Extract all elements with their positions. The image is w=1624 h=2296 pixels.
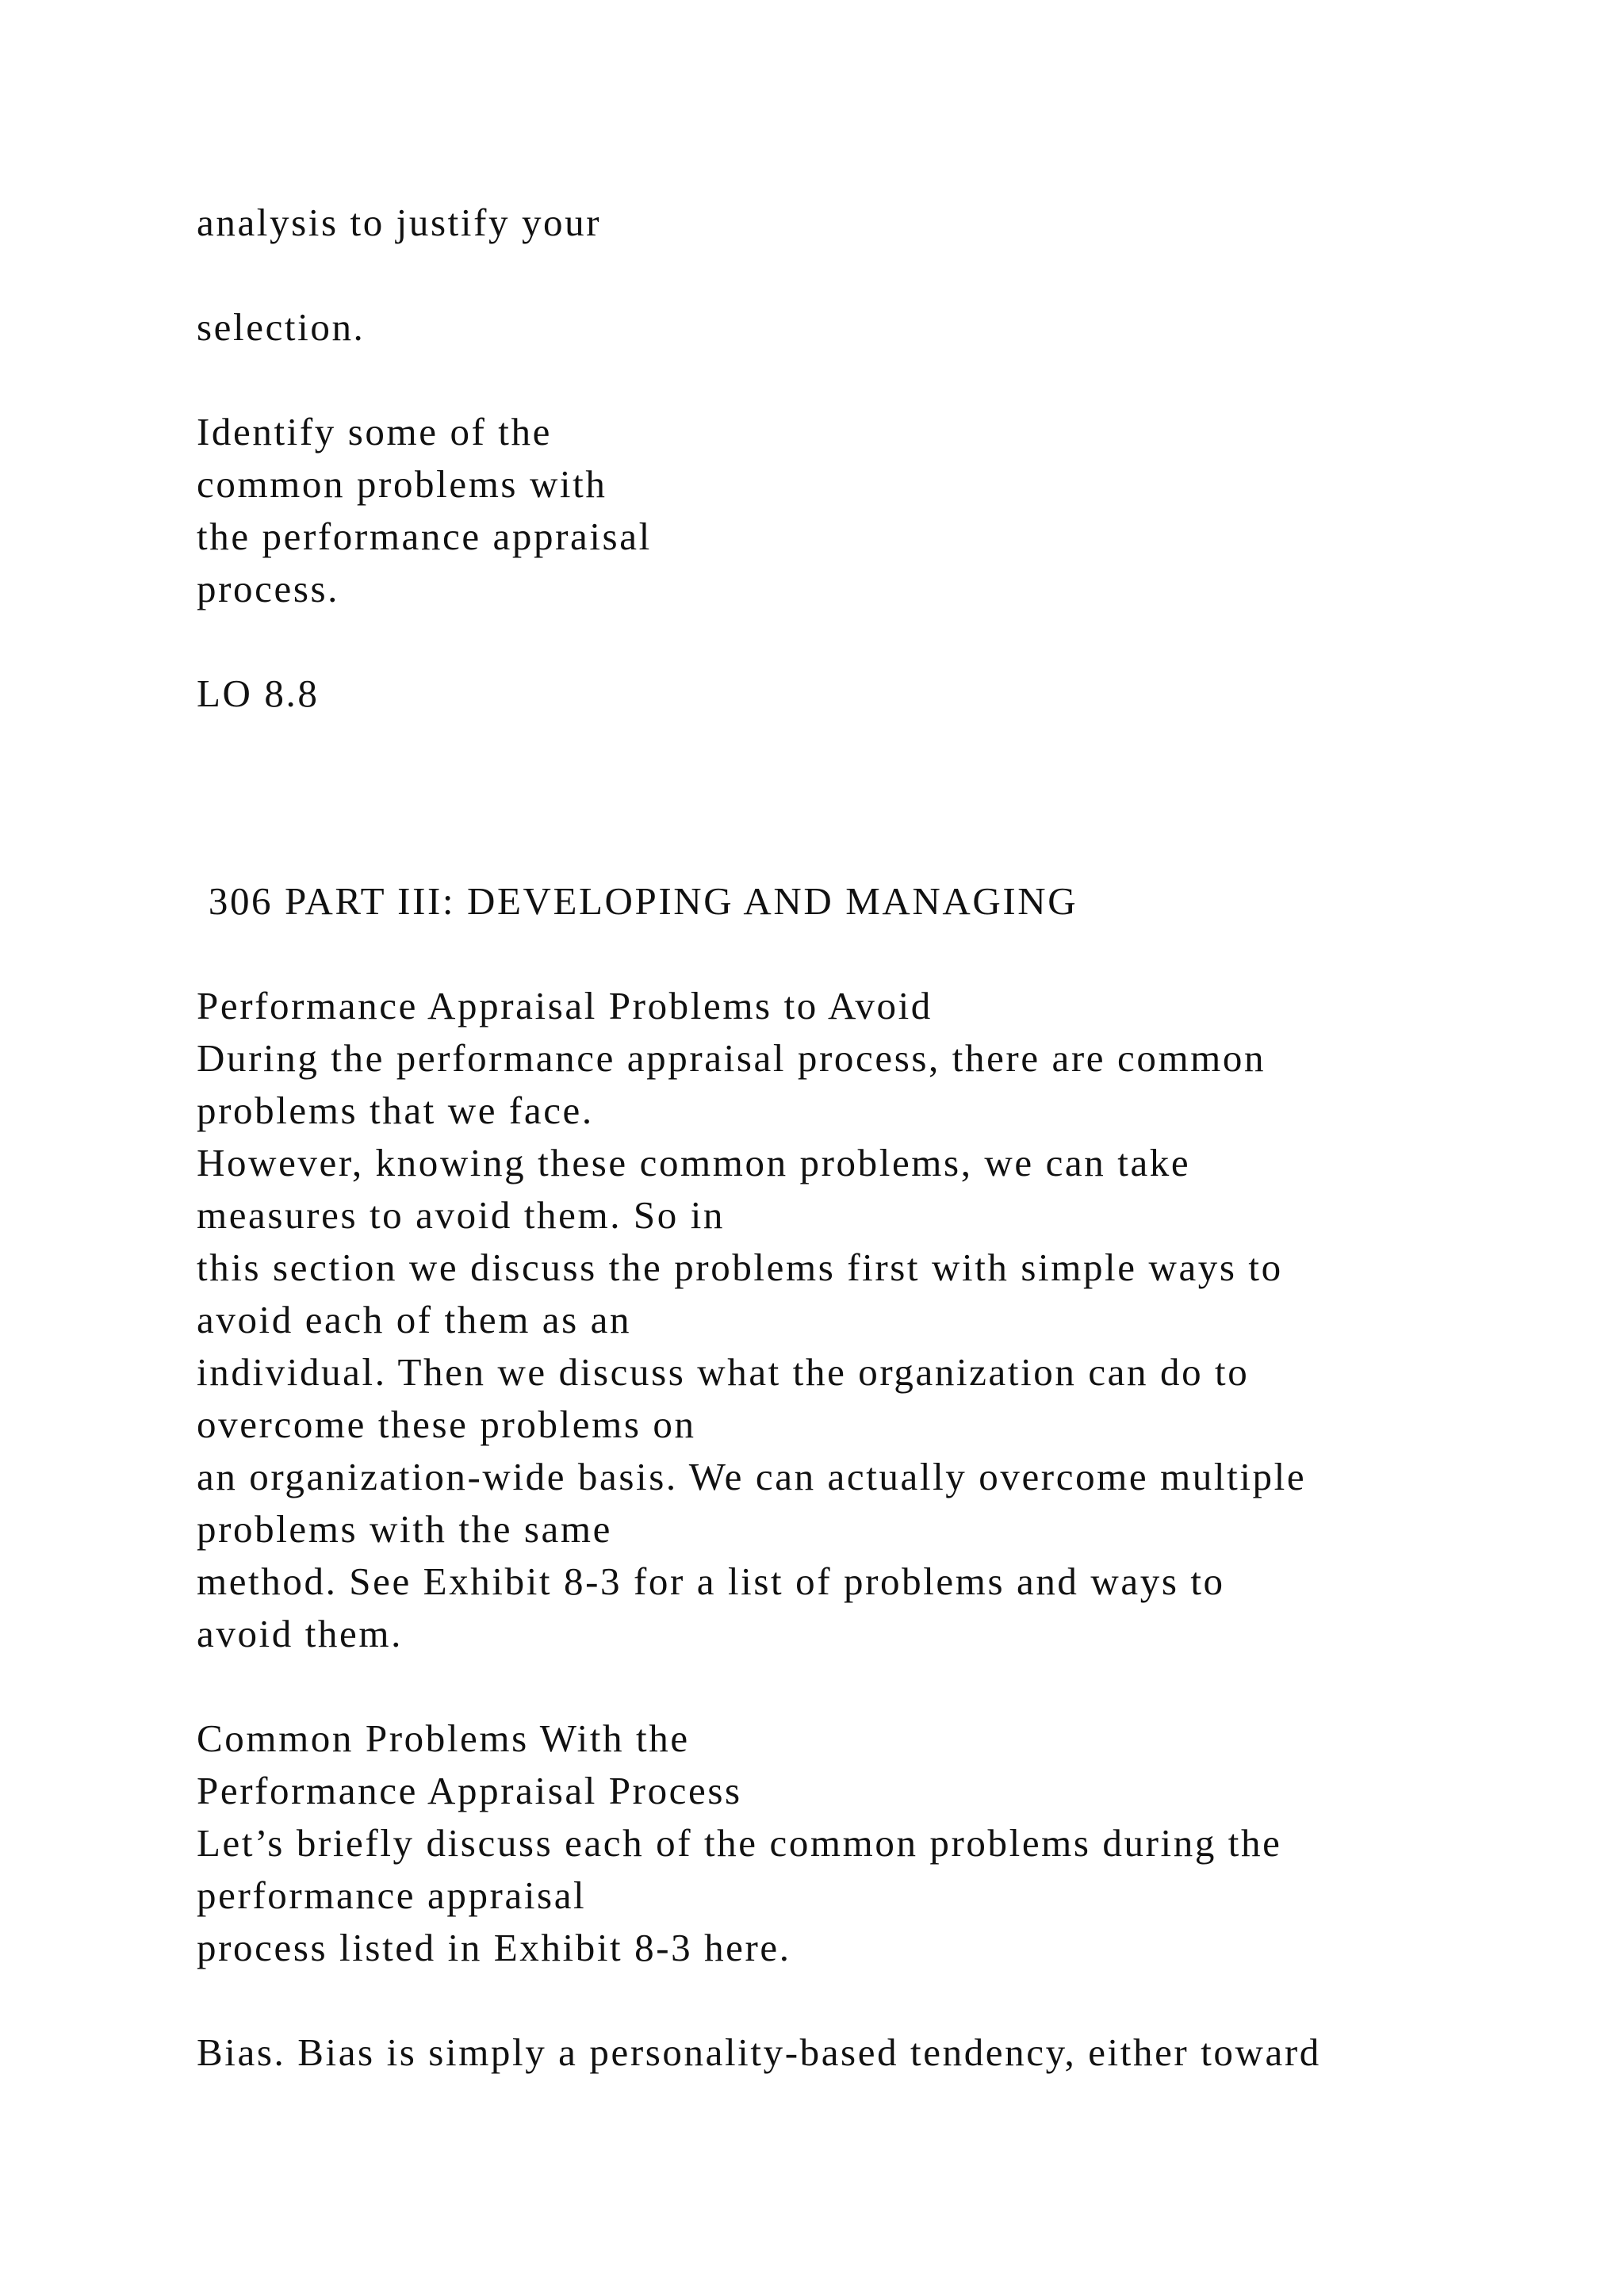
running-header: 306 PART III: DEVELOPING AND MANAGING <box>197 879 1078 923</box>
objective-line: process. <box>197 567 340 610</box>
paragraph-line: overcome these problems on <box>197 1402 696 1446</box>
paragraph-line: avoid each of them as an <box>197 1298 632 1341</box>
paragraph-line: measures to avoid them. So in <box>197 1193 726 1237</box>
objective-line: the performance appraisal <box>197 515 652 558</box>
section-heading: Performance Appraisal Problems to Avoid <box>197 984 933 1027</box>
objective-line: Identify some of the <box>197 410 552 453</box>
paragraph-line: Bias. Bias is simply a personality-based tendency, either toward <box>197 2030 1321 2074</box>
paragraph-line: method. See Exhibit 8-3 for a list of problems and ways to <box>197 1559 1225 1603</box>
paragraph-line: However, knowing these common problems, we can take <box>197 1141 1191 1184</box>
objective-line: selection. <box>197 305 366 349</box>
paragraph-line: performance appraisal <box>197 1873 587 1917</box>
section-heading: Common Problems With the <box>197 1716 690 1760</box>
learning-objective-label: LO 8.8 <box>197 672 320 715</box>
paragraph-line: process listed in Exhibit 8-3 here. <box>197 1926 791 1969</box>
paragraph-line: an organization-wide basis. We can actually overcome multiple <box>197 1455 1307 1498</box>
paragraph-line: problems that we face. <box>197 1089 594 1132</box>
paragraph-line: During the performance appraisal process, there are common <box>197 1036 1266 1080</box>
paragraph-line: avoid them. <box>197 1612 403 1655</box>
document-text <box>197 197 1545 2079</box>
objective-line: common problems with <box>197 462 607 506</box>
paragraph-line: this section we discuss the problems first with simple ways to <box>197 1246 1283 1289</box>
paragraph-line: problems with the same <box>197 1507 612 1551</box>
objective-line: analysis to justify your <box>197 201 602 244</box>
paragraph-line: Let’s briefly discuss each of the common problems during the <box>197 1821 1282 1865</box>
paragraph-line: individual. Then we discuss what the organization can do to <box>197 1350 1250 1394</box>
section-heading: Performance Appraisal Process <box>197 1769 742 1812</box>
